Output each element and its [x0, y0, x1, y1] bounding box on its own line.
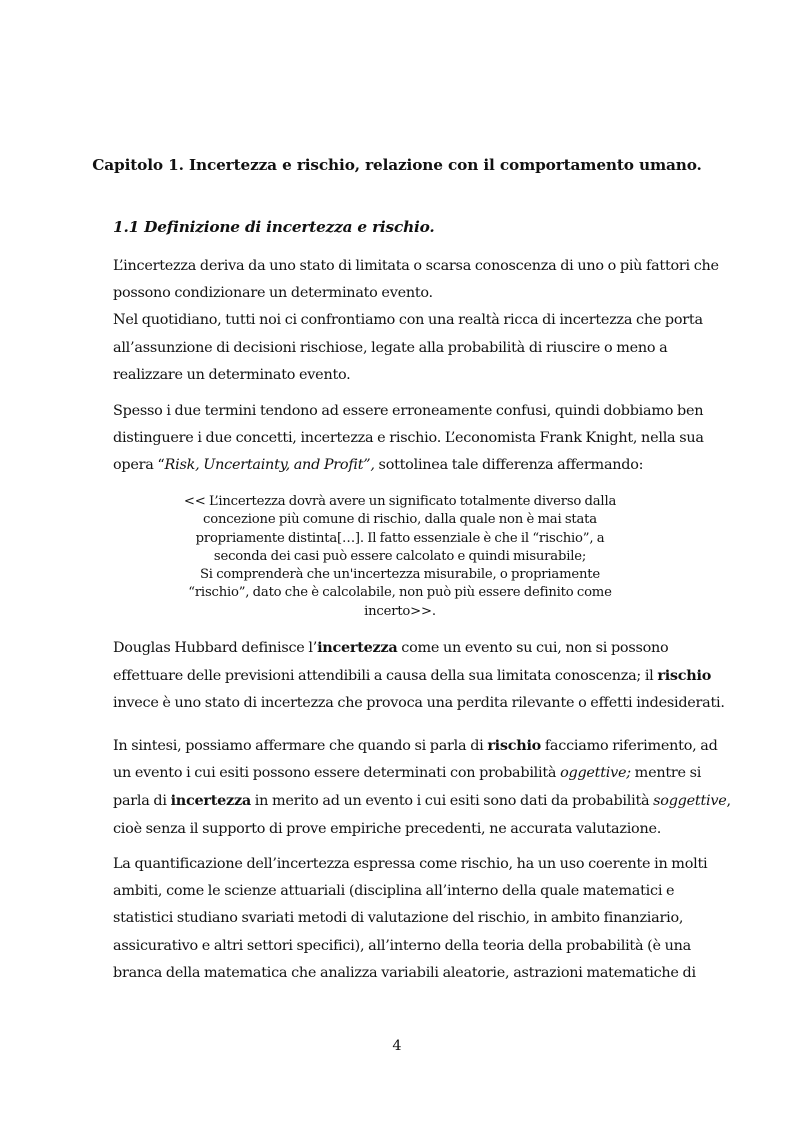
text-line [113, 634, 683, 662]
term-rischio: rischio [487, 737, 542, 754]
quote-line: concezione più comune di rischio, dalla quale non è mai stata [203, 512, 597, 528]
text-line: assicurativo e altri settori specifici), all’interno della teoria della probabilità (è una [113, 937, 691, 954]
text-line [113, 662, 712, 690]
text-run: come un evento su cui, non si possono [397, 640, 669, 656]
text-line: possono condizionare un determinato evento. [113, 285, 433, 302]
text-line: Nel quotidiano, tutti noi ci confrontiamo con una realtà ricca di incertezza che porta [113, 312, 703, 329]
paragraph-5 [113, 851, 708, 987]
text-line [113, 452, 683, 479]
term-incertezza: incertezza [317, 639, 398, 656]
paragraph-4 [113, 732, 731, 843]
quote-line: propriamente distinta[…]. Il fatto essenziale è che il “rischio”, a [195, 530, 605, 546]
quote-line: “rischio”, dato che è calcolabile, non può più essere definito come [188, 585, 612, 601]
text-line: branca della matematica che analizza variabili aleatorie, astrazioni matematiche di [113, 964, 696, 981]
quote-line: Si comprenderà che un'incertezza misurabile, o propriamente [199, 567, 601, 583]
text-line: distinguere i due concetti, incertezza e rischio. L’economista Frank Knight, nella sua [113, 430, 704, 447]
text-line: L’incertezza deriva da uno stato di limitata o scarsa conoscenza di uno o più fattori che [113, 258, 719, 274]
term-incertezza: incertezza [170, 792, 251, 810]
quote-line: incerto>>. [364, 603, 436, 619]
text-run: Douglas Hubbard definisce l’ [113, 640, 318, 656]
text-line [113, 760, 702, 787]
text-run: , [726, 793, 731, 810]
text-run: mentre si [630, 765, 702, 782]
text-line: cioè senza il supporto di prove empiriche precedenti, ne accurata valutazione. [113, 820, 662, 837]
section-heading: 1.1 Definizione di incertezza e rischio. [113, 218, 435, 236]
text-line [113, 732, 718, 760]
page-number: 4 [392, 1038, 402, 1054]
quote-line: seconda dei casi può essere calcolato e quindi misurabile; [213, 548, 587, 564]
text-line: all’assunzione di decisioni rischiose, legate alla probabilità di riuscire o meno a [113, 339, 668, 356]
text-run: In sintesi, possiamo affermare che quando si parla di [113, 738, 488, 754]
text-run: facciamo riferimento, ad [541, 738, 718, 754]
paragraph-1 [113, 253, 719, 389]
text-run: parla di [113, 793, 171, 810]
paragraph-3 [113, 634, 725, 718]
text-run: un evento i cui esiti possono essere determinati con probabilità [113, 765, 561, 782]
text-run: effettuare delle previsioni attendibili a causa della sua limitata conoscenza; il [113, 668, 658, 685]
text-line: realizzare un determinato evento. [113, 366, 351, 383]
text-run: opera “ [113, 457, 165, 474]
text-line: Spesso i due termini tendono ad essere erroneamente confusi, quindi dobbiamo ben [113, 403, 704, 419]
text-line: ambiti, come le scienze attuariali (disciplina all’interno della quale matematici e [113, 883, 675, 900]
term-oggettive: oggettive; [560, 765, 631, 782]
chapter-title: Capitolo 1. Incertezza e rischio, relazione con il comportamento umano. [92, 156, 702, 174]
knight-quote [140, 493, 660, 621]
term-rischio: rischio [657, 667, 712, 685]
book-title: Risk, Uncertainty, and Profit”, [164, 457, 375, 474]
text-line: invece è uno stato di incertezza che provoca una perdita rilevante o effetti indesiderati. [113, 695, 725, 712]
text-line [113, 787, 731, 815]
quote-line: << L’incertezza dovrà avere un significato totalmente diverso dalla [183, 494, 617, 509]
text-line: La quantificazione dell’incertezza espressa come rischio, ha un uso coerente in molti [113, 856, 708, 872]
paragraph-2 [113, 398, 704, 480]
term-soggettive: soggettive [653, 793, 727, 810]
text-run: sottolinea tale differenza affermando: [374, 457, 644, 474]
text-run: in merito ad un evento i cui esiti sono dati da probabilità [250, 793, 654, 810]
text-line: statistici studiano svariati metodi di valutazione del rischio, in ambito finanziario, [113, 910, 684, 927]
